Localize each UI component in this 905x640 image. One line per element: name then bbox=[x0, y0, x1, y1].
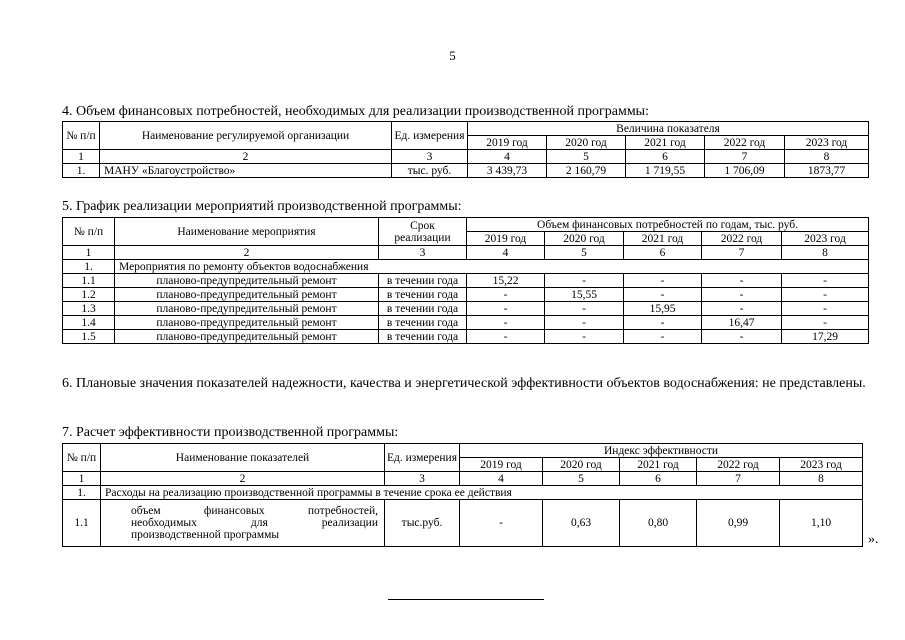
group-row bbox=[63, 486, 863, 500]
activity-name: планово-предупредительный ремонт bbox=[115, 330, 379, 344]
table-row bbox=[63, 164, 869, 178]
index-cell: 8 bbox=[782, 246, 869, 260]
index-cell: 3 bbox=[392, 150, 468, 164]
table-row bbox=[63, 302, 869, 316]
index-cell: 2 bbox=[115, 246, 379, 260]
index-cell: 1 bbox=[63, 246, 115, 260]
activity-term: в течении года bbox=[379, 330, 467, 344]
value-cell: 17,29 bbox=[782, 330, 869, 344]
s4-index-row bbox=[63, 150, 869, 164]
activity-term: в течении года bbox=[379, 302, 467, 316]
section6-text: 6. Плановые значения показателей надежности, качества и энергетической эффективности объектов водоснабжения: не представлены. bbox=[62, 376, 866, 391]
value-cell: - bbox=[702, 274, 782, 288]
value-cell: - bbox=[545, 316, 624, 330]
section7-table bbox=[62, 443, 863, 547]
section4-heading: 4. Объем финансовых потребностей, необходимых для реализации производственной программы: bbox=[62, 104, 649, 119]
s4-year: 2021 год bbox=[626, 136, 705, 150]
index-cell: 2 bbox=[100, 150, 392, 164]
table-row bbox=[63, 274, 869, 288]
value-cell: - bbox=[702, 288, 782, 302]
value-cell: 15,22 bbox=[467, 274, 545, 288]
s7-header-group: Индекс эффективности bbox=[460, 444, 863, 458]
value-cell: 1,10 bbox=[780, 500, 863, 547]
s7-header-num: № п/п bbox=[63, 444, 101, 472]
index-cell: 8 bbox=[780, 472, 863, 486]
s4-year: 2022 год bbox=[705, 136, 785, 150]
value-cell: 2 160,79 bbox=[547, 164, 626, 178]
value-cell: 1 706,09 bbox=[705, 164, 785, 178]
table-row bbox=[63, 316, 869, 330]
row-num: 1. bbox=[63, 260, 115, 274]
index-cell: 6 bbox=[626, 150, 705, 164]
index-cell: 4 bbox=[467, 246, 545, 260]
org-name: МАНУ «Благоустройство» bbox=[100, 164, 392, 178]
footer-divider bbox=[388, 599, 544, 600]
value-cell: 3 439,73 bbox=[468, 164, 547, 178]
index-cell: 6 bbox=[624, 246, 702, 260]
s4-year: 2020 год bbox=[547, 136, 626, 150]
row-unit: тыс. руб. bbox=[392, 164, 468, 178]
s4-header-num: № п/п bbox=[63, 122, 100, 150]
row-num: 1. bbox=[63, 486, 101, 500]
value-cell: - bbox=[782, 316, 869, 330]
value-cell: - bbox=[545, 302, 624, 316]
value-cell: - bbox=[782, 288, 869, 302]
index-cell: 5 bbox=[543, 472, 620, 486]
value-cell: - bbox=[702, 330, 782, 344]
s4-header-name: Наименование регулируемой организации bbox=[100, 122, 392, 150]
index-cell: 7 bbox=[702, 246, 782, 260]
row-num: 1.1 bbox=[63, 500, 101, 547]
value-cell: 16,47 bbox=[702, 316, 782, 330]
index-cell: 1 bbox=[63, 472, 101, 486]
index-cell: 5 bbox=[545, 246, 624, 260]
s5-year: 2022 год bbox=[702, 232, 782, 246]
value-cell: - bbox=[624, 288, 702, 302]
row-num: 1.2 bbox=[63, 288, 115, 302]
index-cell: 5 bbox=[547, 150, 626, 164]
index-cell: 3 bbox=[385, 472, 460, 486]
activity-name: планово-предупредительный ремонт bbox=[115, 274, 379, 288]
s7-header-name: Наименование показателей bbox=[101, 444, 385, 472]
value-cell: - bbox=[545, 274, 624, 288]
index-cell: 2 bbox=[101, 472, 385, 486]
activity-term: в течении года bbox=[379, 274, 467, 288]
value-cell: 0,99 bbox=[697, 500, 780, 547]
s7-year: 2023 год bbox=[780, 458, 863, 472]
index-cell: 1 bbox=[63, 150, 100, 164]
row-unit: тыс.руб. bbox=[385, 500, 460, 547]
index-cell: 3 bbox=[379, 246, 467, 260]
s5-year: 2023 год bbox=[782, 232, 869, 246]
indicator-name-line: объем финансовых потребностей, bbox=[131, 505, 378, 517]
indicator-name-line: производственной программы bbox=[131, 529, 280, 541]
row-num: 1.5 bbox=[63, 330, 115, 344]
s5-year: 2021 год bbox=[624, 232, 702, 246]
value-cell: 15,95 bbox=[624, 302, 702, 316]
value-cell: - bbox=[545, 330, 624, 344]
s7-index-row bbox=[63, 472, 863, 486]
row-num: 1.3 bbox=[63, 302, 115, 316]
indicator-name bbox=[101, 500, 385, 547]
activity-name: планово-предупредительный ремонт bbox=[115, 288, 379, 302]
table-row bbox=[63, 330, 869, 344]
value-cell: 15,55 bbox=[545, 288, 624, 302]
s5-header-term: Срок реализации bbox=[379, 218, 467, 246]
s4-year: 2019 год bbox=[468, 136, 547, 150]
s5-header-name: Наименование мероприятия bbox=[115, 218, 379, 246]
value-cell: - bbox=[467, 316, 545, 330]
group-title: Мероприятия по ремонту объектов водоснабжения bbox=[115, 260, 869, 274]
index-cell: 4 bbox=[468, 150, 547, 164]
row-num: 1.4 bbox=[63, 316, 115, 330]
row-num: 1. bbox=[63, 164, 100, 178]
indicator-name-line: необходимых для реализации bbox=[131, 517, 378, 529]
index-cell: 6 bbox=[620, 472, 697, 486]
s7-year: 2020 год bbox=[543, 458, 620, 472]
s5-header-group: Объем финансовых потребностей по годам, тыс. руб. bbox=[467, 218, 869, 232]
table-row bbox=[63, 500, 863, 547]
closing-quote-mark: ». bbox=[868, 532, 879, 547]
section7-heading: 7. Расчет эффективности производственной программы: bbox=[62, 425, 399, 440]
activity-name: планово-предупредительный ремонт bbox=[115, 302, 379, 316]
s4-header-unit: Ед. измерения bbox=[392, 122, 468, 150]
value-cell: - bbox=[624, 330, 702, 344]
value-cell: - bbox=[702, 302, 782, 316]
index-cell: 7 bbox=[705, 150, 785, 164]
value-cell: 0,80 bbox=[620, 500, 697, 547]
group-title: Расходы на реализацию производственной программы в течение срока ее действия bbox=[101, 486, 863, 500]
s5-year: 2020 год bbox=[545, 232, 624, 246]
s7-year: 2019 год bbox=[460, 458, 543, 472]
activity-name: планово-предупредительный ремонт bbox=[115, 316, 379, 330]
s4-year: 2023 год bbox=[785, 136, 869, 150]
s7-header-unit: Ед. измерения bbox=[385, 444, 460, 472]
index-cell: 7 bbox=[697, 472, 780, 486]
section5-heading: 5. График реализации мероприятий производственной программы: bbox=[62, 199, 462, 214]
activity-term: в течении года bbox=[379, 288, 467, 302]
value-cell: - bbox=[782, 302, 869, 316]
s7-year: 2021 год bbox=[620, 458, 697, 472]
s4-header-group: Величина показателя bbox=[468, 122, 869, 136]
value-cell: - bbox=[624, 274, 702, 288]
index-cell: 8 bbox=[785, 150, 869, 164]
s5-year: 2019 год bbox=[467, 232, 545, 246]
page-number: 5 bbox=[449, 48, 456, 63]
value-cell: 1 719,55 bbox=[626, 164, 705, 178]
group-row bbox=[63, 260, 869, 274]
s5-index-row bbox=[63, 246, 869, 260]
value-cell: 1873,77 bbox=[785, 164, 869, 178]
value-cell: - bbox=[467, 330, 545, 344]
table-row bbox=[63, 288, 869, 302]
value-cell: - bbox=[460, 500, 543, 547]
row-num: 1.1 bbox=[63, 274, 115, 288]
value-cell: - bbox=[624, 316, 702, 330]
section4-table bbox=[62, 121, 869, 178]
value-cell: 0,63 bbox=[543, 500, 620, 547]
section5-table bbox=[62, 217, 869, 344]
value-cell: - bbox=[467, 302, 545, 316]
index-cell: 4 bbox=[460, 472, 543, 486]
value-cell: - bbox=[467, 288, 545, 302]
value-cell: - bbox=[782, 274, 869, 288]
s7-year: 2022 год bbox=[697, 458, 780, 472]
s5-header-num: № п/п bbox=[63, 218, 115, 246]
activity-term: в течении года bbox=[379, 316, 467, 330]
